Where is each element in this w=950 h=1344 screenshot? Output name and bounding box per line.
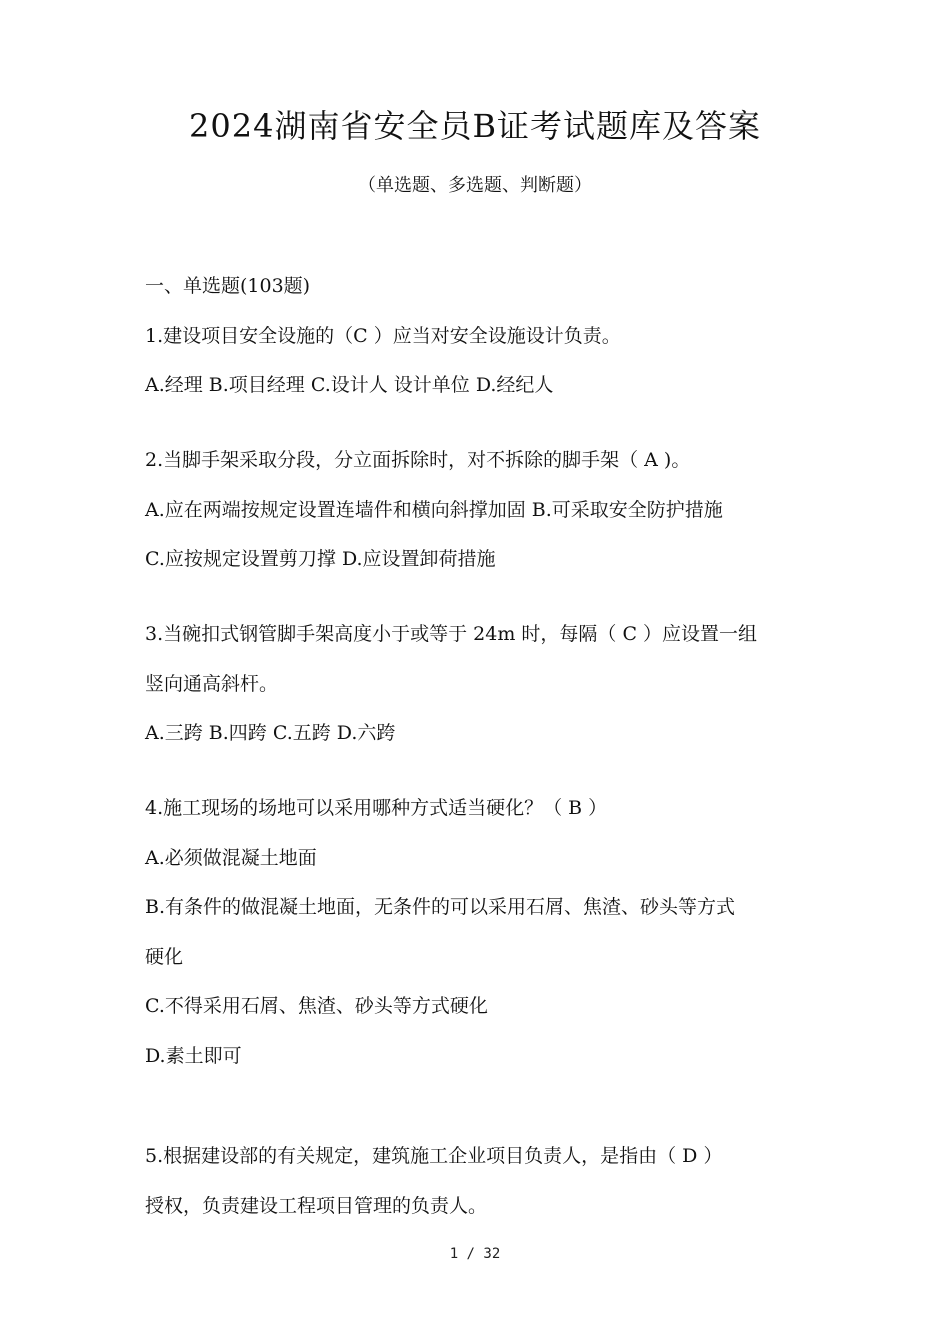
section-heading: 一、单选题(103题): [145, 275, 311, 297]
document-subtitle: （单选题、多选题、判断题）: [358, 175, 592, 196]
question-4-option-b: B.有条件的做混凝土地面，无条件的可以采用石屑、焦渣、砂头等方式: [145, 896, 736, 918]
question-2-options-line-1: A.应在两端按规定设置连墙件和横向斜撑加固 B.可采取安全防护措施: [145, 499, 723, 521]
question-4-option-a: A.必须做混凝土地面: [145, 847, 317, 869]
question-4-option-d: D.素土即可: [145, 1045, 242, 1067]
question-3-stem-line-2: 竖向通高斜杆。: [145, 673, 279, 695]
page-number: 1 / 32: [449, 1246, 501, 1262]
question-3-options: A.三跨 B.四跨 C.五跨 D.六跨: [145, 722, 396, 744]
question-4-option-c: C.不得采用石屑、焦渣、砂头等方式硬化: [145, 995, 488, 1017]
document-title: 2024湖南省安全员B证考试题库及答案: [189, 107, 761, 145]
question-1-stem: 1.建设项目安全设施的（C ）应当对安全设施设计负责。: [145, 325, 621, 347]
question-3-stem-line-1: 3.当碗扣式钢管脚手架高度小于或等于 24m 时，每隔（ C ）应设置一组: [145, 623, 758, 645]
question-2-options-line-2: C.应按规定设置剪刀撑 D.应设置卸荷措施: [145, 548, 496, 570]
question-5-stem-line-1: 5.根据建设部的有关规定，建筑施工企业项目负责人，是指由（ D ）: [145, 1145, 723, 1167]
question-1-options: A.经理 B.项目经理 C.设计人 设计单位 D.经纪人: [145, 374, 554, 396]
question-4-stem: 4.施工现场的场地可以采用哪种方式适当硬化？（ B ）: [145, 797, 608, 819]
question-4-option-b-continued: 硬化: [145, 946, 184, 968]
question-2-stem: 2.当脚手架采取分段，分立面拆除时，对不拆除的脚手架（ A )。: [145, 449, 691, 471]
question-5-stem-line-2: 授权，负责建设工程项目管理的负责人。: [145, 1195, 488, 1217]
